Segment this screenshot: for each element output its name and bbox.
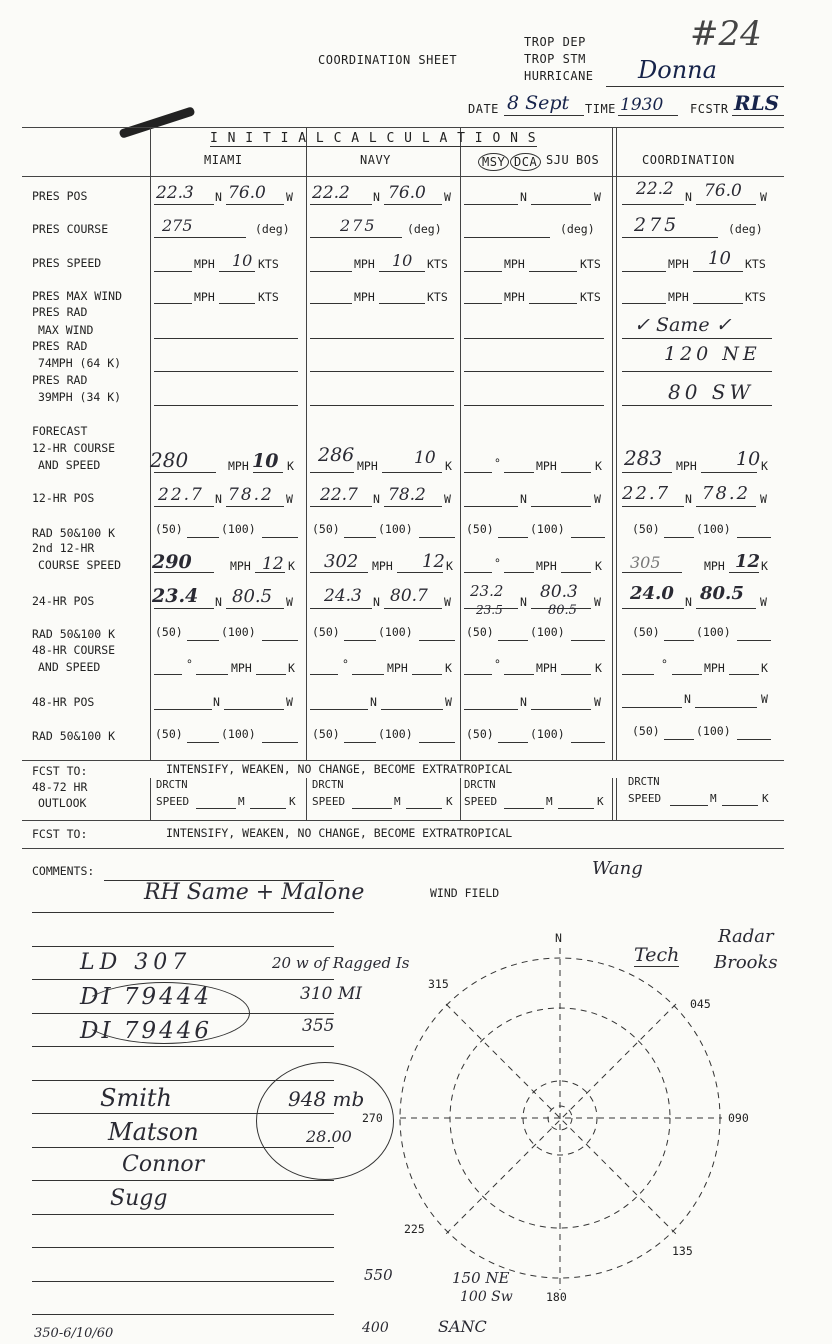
side-note-wang: Wang bbox=[592, 858, 643, 879]
label-outlook: OUTLOOK bbox=[38, 796, 87, 810]
comment-note-2: LD 307 bbox=[80, 950, 192, 975]
label-pres-rad-39-1: PRES RAD bbox=[32, 373, 88, 387]
side-note-brooks: Brooks bbox=[714, 952, 778, 973]
coord-c2-speed: 12 bbox=[735, 551, 761, 572]
navy-course: 275 bbox=[340, 216, 377, 235]
date-value: 8 Sept bbox=[507, 92, 570, 114]
sheet-number: #24 bbox=[690, 14, 762, 54]
label-48hr-and-speed: AND SPEED bbox=[38, 660, 101, 674]
label-12hr-course: 12-HR COURSE bbox=[32, 441, 116, 455]
comment-note-8: Sugg bbox=[110, 1186, 168, 1211]
navy-c2-speed: 12 bbox=[422, 551, 445, 572]
miami-speed: 10 bbox=[232, 251, 253, 270]
miami-pos12-lat: 22.7 bbox=[158, 485, 204, 505]
side-note-tech: Tech bbox=[634, 944, 680, 966]
label-48-72-hr: 48-72 HR bbox=[32, 780, 88, 794]
msy-pos24-lon: 80.3 bbox=[540, 582, 578, 602]
label-12hr-pos: 12-HR POS bbox=[32, 491, 95, 505]
side-note-sanc: SANC bbox=[438, 1317, 487, 1336]
column-dca: DCA bbox=[510, 153, 541, 171]
coord-pos12-lat: 22.7 bbox=[622, 483, 671, 504]
miami-pos12-lon: 78.2 bbox=[228, 485, 274, 505]
label-pres-rad-max-1: PRES RAD bbox=[32, 305, 88, 319]
label-pres-max-wind: PRES MAX WIND bbox=[32, 289, 123, 303]
label-24hr-pos: 24-HR POS bbox=[32, 594, 95, 608]
miami-course: 275 bbox=[162, 216, 193, 235]
side-note-150ne: 150 NE bbox=[452, 1269, 510, 1287]
rose-label-135: 135 bbox=[672, 1244, 693, 1258]
fcstr-value: RLS bbox=[734, 91, 780, 115]
label-and-speed: AND SPEED bbox=[38, 458, 101, 472]
msy-pos24-lat-alt: 23.5 bbox=[476, 603, 503, 617]
label-pres-rad-39-2: 39MPH (34 K) bbox=[38, 390, 122, 404]
section-title: I N I T I A L C A L C U L A T I O N S bbox=[210, 131, 537, 146]
coord-pres-lon: 76.0 bbox=[704, 181, 742, 201]
comment-note-7: Connor bbox=[122, 1152, 205, 1177]
label-pres-rad-74-2: 74MPH (64 K) bbox=[38, 356, 122, 370]
label-pres-rad-74-1: PRES RAD bbox=[32, 339, 88, 353]
navy-fc12-speed: 10 bbox=[414, 448, 436, 468]
coord-pres-lat: 22.2 bbox=[636, 179, 674, 199]
rose-label-180: 180 bbox=[546, 1290, 567, 1304]
comments-label: COMMENTS: bbox=[32, 864, 95, 878]
navy-pres-lon: 76.0 bbox=[388, 183, 426, 203]
miami-fc12-course: 280 bbox=[150, 448, 189, 472]
time-value: 1930 bbox=[620, 95, 664, 115]
label-fcst-to-2: FCST TO: bbox=[32, 827, 88, 841]
navy-pos24-lon: 80.7 bbox=[390, 586, 428, 606]
form-number: 350-6/10/60 bbox=[34, 1326, 114, 1341]
storm-type-trop-stm: TROP STM bbox=[524, 52, 586, 66]
navy-pos12-lat: 22.7 bbox=[320, 485, 358, 505]
miami-c2-course: 290 bbox=[152, 551, 192, 573]
rose-label-n: N bbox=[555, 931, 562, 945]
coord-fc12-course: 283 bbox=[624, 446, 663, 470]
coord-pos24-lat: 24.0 bbox=[630, 583, 674, 604]
label-pres-speed: PRES SPEED bbox=[32, 256, 102, 270]
side-note-inches: 28.00 bbox=[306, 1127, 352, 1146]
rose-label-045: 045 bbox=[690, 997, 711, 1011]
rose-label-090: 090 bbox=[728, 1111, 749, 1125]
sheet-title: COORDINATION SHEET bbox=[318, 53, 458, 67]
navy-pos12-lon: 78.2 bbox=[388, 485, 426, 505]
side-note-100sw: 100 Sw bbox=[460, 1289, 513, 1305]
comment-note-3: DI 79444 bbox=[80, 984, 213, 1010]
side-note-550: 550 bbox=[364, 1266, 393, 1284]
column-miami: MIAMI bbox=[204, 153, 243, 167]
rose-label-225: 225 bbox=[404, 1222, 425, 1236]
coord-pos24-lon: 80.5 bbox=[700, 583, 744, 604]
side-note-400: 400 bbox=[362, 1320, 389, 1336]
coord-course: 275 bbox=[634, 214, 680, 236]
coord-rad-74: 120 NE bbox=[664, 343, 761, 365]
fcst-options-1: INTENSIFY, WEAKEN, NO CHANGE, BECOME EXTRATROPICAL bbox=[166, 762, 513, 776]
navy-pres-lat: 22.2 bbox=[312, 183, 350, 203]
navy-fc12-course: 286 bbox=[318, 444, 355, 466]
label-48hr-course: 48-HR COURSE bbox=[32, 643, 116, 657]
side-note-355: 355 bbox=[302, 1016, 335, 1036]
miami-pos24-lat: 23.4 bbox=[152, 585, 199, 607]
msy-pos24-lat: 23.2 bbox=[470, 582, 504, 600]
comment-note-6: Matson bbox=[108, 1118, 199, 1146]
navy-speed: 10 bbox=[392, 251, 413, 270]
label-course-speed: COURSE SPEED bbox=[38, 558, 122, 572]
date-label: DATE bbox=[468, 102, 499, 116]
storm-type-hurricane: HURRICANE bbox=[524, 69, 594, 83]
time-label: TIME bbox=[585, 102, 616, 116]
coord-rad-39: 80 SW bbox=[668, 380, 755, 404]
wind-field-label: WIND FIELD bbox=[430, 886, 500, 900]
label-pres-pos: PRES POS bbox=[32, 189, 88, 203]
label-forecast: FORECAST bbox=[32, 424, 88, 438]
coord-pos12-lon: 78.2 bbox=[702, 483, 751, 504]
storm-name: Donna bbox=[638, 56, 717, 84]
column-sju: SJU bbox=[546, 153, 570, 167]
column-bos: BOS bbox=[576, 153, 600, 167]
side-note-pressure: 948 mb bbox=[288, 1087, 365, 1111]
miami-pres-lat: 22.3 bbox=[156, 183, 194, 203]
navy-c2-course: 302 bbox=[324, 551, 359, 572]
side-note-ragged: 20 w of Ragged Is bbox=[272, 954, 410, 972]
label-pres-rad-max-2: MAX WIND bbox=[38, 323, 94, 337]
comment-note-4: DI 79446 bbox=[80, 1018, 213, 1044]
column-coordination: COORDINATION bbox=[642, 153, 735, 167]
side-note-radar: Radar bbox=[718, 926, 774, 947]
label-rad-50-100-c: RAD 50&100 K bbox=[32, 729, 116, 743]
comment-note-5: Smith bbox=[100, 1084, 172, 1112]
label-rad-50-100-b: RAD 50&100 K bbox=[32, 627, 116, 641]
rose-label-270: 270 bbox=[362, 1111, 383, 1125]
miami-pres-lon: 76.0 bbox=[228, 183, 266, 203]
label-48hr-pos: 48-HR POS bbox=[32, 695, 95, 709]
column-msy: MSY bbox=[478, 153, 509, 171]
label-pres-course: PRES COURSE bbox=[32, 222, 109, 236]
coord-c2-course: 305 bbox=[630, 553, 661, 572]
label-rad-50-100-a: RAD 50&100 K bbox=[32, 526, 116, 540]
fcst-options-2: INTENSIFY, WEAKEN, NO CHANGE, BECOME EXTRATROPICAL bbox=[166, 826, 513, 840]
fcstr-label: FCSTR bbox=[690, 102, 729, 116]
coord-fc12-speed: 10 bbox=[736, 448, 761, 470]
comment-note-1: RH Same + Malone bbox=[144, 880, 365, 905]
coord-rad-max-wind: ✓ Same ✓ bbox=[634, 314, 732, 336]
miami-fc12-speed: 10 bbox=[252, 450, 279, 472]
msy-pos24-lon-alt: 80.5 bbox=[548, 603, 577, 618]
navy-pos24-lat: 24.3 bbox=[324, 586, 362, 606]
label-fcst-to: FCST TO: bbox=[32, 764, 88, 778]
label-2nd-12hr: 2nd 12-HR bbox=[32, 541, 95, 555]
miami-c2-speed: 12 bbox=[262, 554, 284, 574]
rose-label-315: 315 bbox=[428, 977, 449, 991]
coord-speed: 10 bbox=[708, 248, 731, 269]
miami-pos24-lon: 80.5 bbox=[232, 586, 273, 607]
storm-type-trop-dep: TROP DEP bbox=[524, 35, 586, 49]
column-navy: NAVY bbox=[360, 153, 391, 167]
side-note-310mi: 310 MI bbox=[300, 984, 362, 1004]
